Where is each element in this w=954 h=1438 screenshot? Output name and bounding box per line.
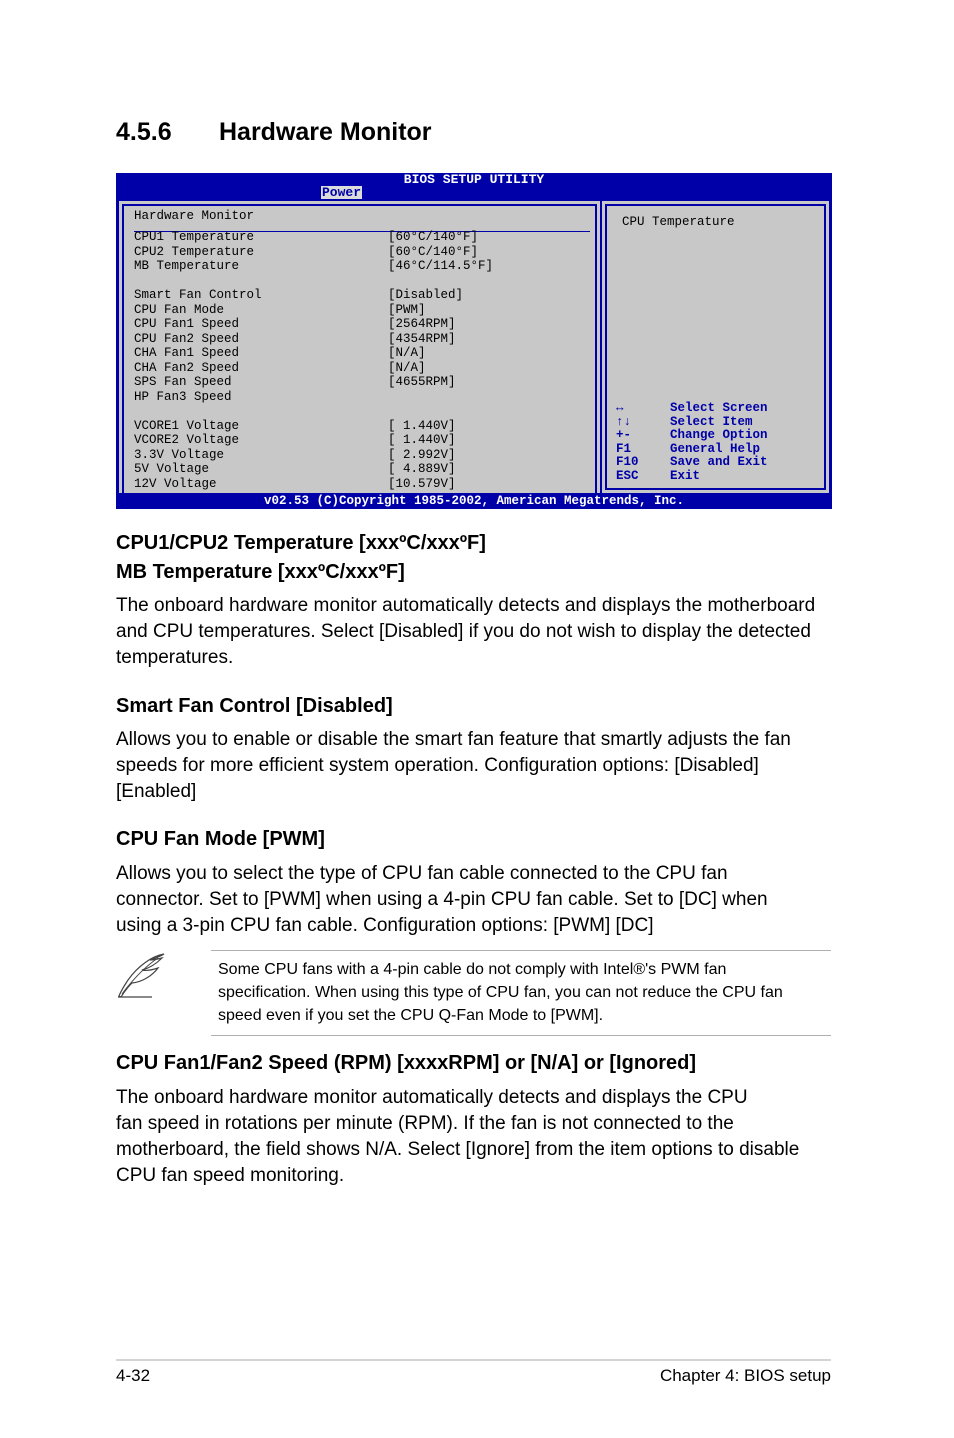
fan-mode-paragraph bbox=[116, 861, 836, 939]
chapter-label: Chapter 4: BIOS setup bbox=[659, 1366, 831, 1385]
fanmode-para-line: using a 3-pin CPU fan cable. Configuration options: [PWM] [DC] bbox=[116, 915, 654, 936]
bios-setting-value: [ 4.889V] bbox=[388, 462, 456, 476]
bios-key-desc: Save and Exit bbox=[670, 455, 768, 469]
fan-speed-heading: CPU Fan1/Fan2 Speed (RPM) [xxxxRPM] or [N/A] or [Ignored] bbox=[116, 1052, 697, 1074]
bios-copyright: v02.53 (C)Copyright 1985-2002, American Megatrends, Inc. bbox=[263, 494, 685, 508]
page-number: 4-32 bbox=[116, 1366, 151, 1385]
note-line: specification. When using this type of CPU fan, you can not reduce the CPU fan bbox=[218, 984, 783, 1001]
smart-para-line: speeds for more efficient system operation. Configuration options: [Disabled] bbox=[116, 755, 759, 776]
bios-setting-value: [ 1.440V] bbox=[388, 418, 456, 433]
bios-setting-value: [ 1.440V] bbox=[388, 433, 456, 447]
fanspeed-para-line: The onboard hardware monitor automatically detects and displays the CPU bbox=[116, 1087, 748, 1108]
bios-setting-label: VCORE2 Voltage bbox=[134, 433, 240, 447]
bios-setting-value: [Disabled] bbox=[388, 288, 464, 302]
bios-help-title: CPU Temperature bbox=[622, 215, 735, 229]
note-text bbox=[218, 958, 833, 1027]
bios-setting-label: VCORE1 Voltage bbox=[134, 418, 240, 433]
bios-setting-value: [46°C/114.5°F] bbox=[388, 259, 494, 273]
bios-help-panel bbox=[602, 201, 829, 493]
bios-title: BIOS SETUP UTILITY bbox=[403, 172, 545, 187]
bios-key-desc: Exit bbox=[670, 468, 701, 483]
bios-key: F1 bbox=[616, 441, 632, 456]
bios-setting-value: [ 2.992V] bbox=[388, 447, 456, 462]
note-line: speed even if you set the CPU Q-Fan Mode to [PWM]. bbox=[218, 1007, 604, 1024]
bios-key: F10 bbox=[616, 455, 639, 469]
bios-key: ESC bbox=[616, 468, 639, 483]
bios-setting-label: CPU Fan2 Speed bbox=[134, 331, 240, 346]
bios-setting-value: [60°C/140°F] bbox=[388, 244, 479, 259]
bios-setting-label: HP Fan3 Speed bbox=[134, 389, 232, 404]
bios-key-desc: Change Option bbox=[670, 428, 768, 442]
bios-key: ↔ bbox=[616, 401, 624, 415]
smart-para-line: [Enabled] bbox=[116, 781, 197, 802]
fanspeed-para-line: motherboard, the field shows N/A. Select [Ignore] from the item options to disable bbox=[116, 1139, 800, 1160]
bios-key: ↑↓ bbox=[616, 414, 632, 429]
note-bottom-rule bbox=[211, 1035, 831, 1036]
bios-setting-value: [N/A] bbox=[388, 360, 426, 375]
fanspeed-para-line: CPU fan speed monitoring. bbox=[116, 1165, 345, 1186]
bios-setting-label: 12V Voltage bbox=[134, 476, 217, 491]
note-feather-icon bbox=[112, 950, 168, 1000]
bios-setting-value: [10.579V] bbox=[388, 476, 456, 491]
bios-key-desc: General Help bbox=[670, 441, 761, 456]
temp-para-line: The onboard hardware monitor automatically detects and displays the motherboard bbox=[116, 595, 816, 616]
fan-mode-heading: CPU Fan Mode [PWM] bbox=[116, 828, 325, 850]
bios-screenshot bbox=[116, 173, 832, 509]
section-number: 4.5.6 bbox=[116, 118, 172, 146]
bios-setting-label: Smart Fan Control bbox=[134, 288, 262, 302]
bios-key-desc: Select Screen bbox=[670, 401, 768, 415]
temp-heading-line2: MB Temperature [xxxºC/xxxºF] bbox=[116, 561, 405, 583]
note-top-rule bbox=[211, 950, 831, 951]
note-line: Some CPU fans with a 4-pin cable do not comply with Intel®'s PWM fan bbox=[218, 961, 727, 978]
bios-setting-label: SPS Fan Speed bbox=[134, 375, 232, 389]
bios-setting-label: CPU Fan Mode bbox=[134, 302, 225, 317]
temp-heading bbox=[116, 529, 486, 587]
bios-setting-label: CPU2 Temperature bbox=[134, 244, 255, 259]
bios-key: +- bbox=[616, 428, 632, 442]
smart-fan-heading: Smart Fan Control [Disabled] bbox=[116, 695, 393, 717]
section-heading: Hardware Monitor bbox=[219, 118, 432, 146]
fanmode-para-line: Allows you to select the type of CPU fan cable connected to the CPU fan bbox=[116, 863, 728, 884]
temp-heading-line1: CPU1/CPU2 Temperature [xxxºC/xxxºF] bbox=[116, 532, 486, 554]
fanspeed-para-line: fan speed in rotations per minute (RPM). If the fan is not connected to the bbox=[116, 1113, 734, 1134]
smart-fan-paragraph bbox=[116, 727, 836, 805]
bios-setting-value: [60°C/140°F] bbox=[388, 230, 479, 244]
bios-setting-value: [2564RPM] bbox=[388, 317, 456, 331]
bios-panel-heading: Hardware Monitor bbox=[134, 209, 255, 223]
bios-setting-value: [PWM] bbox=[388, 302, 426, 317]
bios-setting-label: CPU Fan1 Speed bbox=[134, 317, 240, 331]
bios-setting-label: CPU1 Temperature bbox=[134, 230, 255, 244]
section-title bbox=[116, 118, 432, 147]
footer-rule bbox=[116, 1359, 831, 1361]
bios-setting-value: [N/A] bbox=[388, 346, 426, 360]
fanmode-para-line: connector. Set to [PWM] when using a 4-pin CPU fan cable. Set to [DC] when bbox=[116, 889, 768, 910]
bios-setting-value: [4655RPM] bbox=[388, 375, 456, 389]
bios-setting-label: 5V Voltage bbox=[134, 462, 210, 476]
bios-key-desc: Select Item bbox=[670, 414, 753, 429]
bios-setting-label: 3.3V Voltage bbox=[134, 447, 225, 462]
temp-paragraph bbox=[116, 593, 836, 671]
bios-setting-label: CHA Fan1 Speed bbox=[134, 346, 240, 360]
bios-tab-power[interactable]: Power bbox=[322, 185, 362, 200]
bios-setting-value: [4354RPM] bbox=[388, 331, 456, 346]
fan-speed-paragraph bbox=[116, 1085, 836, 1189]
bios-setting-label: CHA Fan2 Speed bbox=[134, 360, 240, 375]
temp-para-line: temperatures. bbox=[116, 647, 234, 668]
smart-para-line: Allows you to enable or disable the smart fan feature that smartly adjusts the fan bbox=[116, 729, 791, 750]
bios-settings-panel bbox=[119, 201, 600, 493]
temp-para-line: and CPU temperatures. Select [Disabled] if you do not wish to display the detected bbox=[116, 621, 811, 642]
bios-setting-label: MB Temperature bbox=[134, 259, 240, 273]
